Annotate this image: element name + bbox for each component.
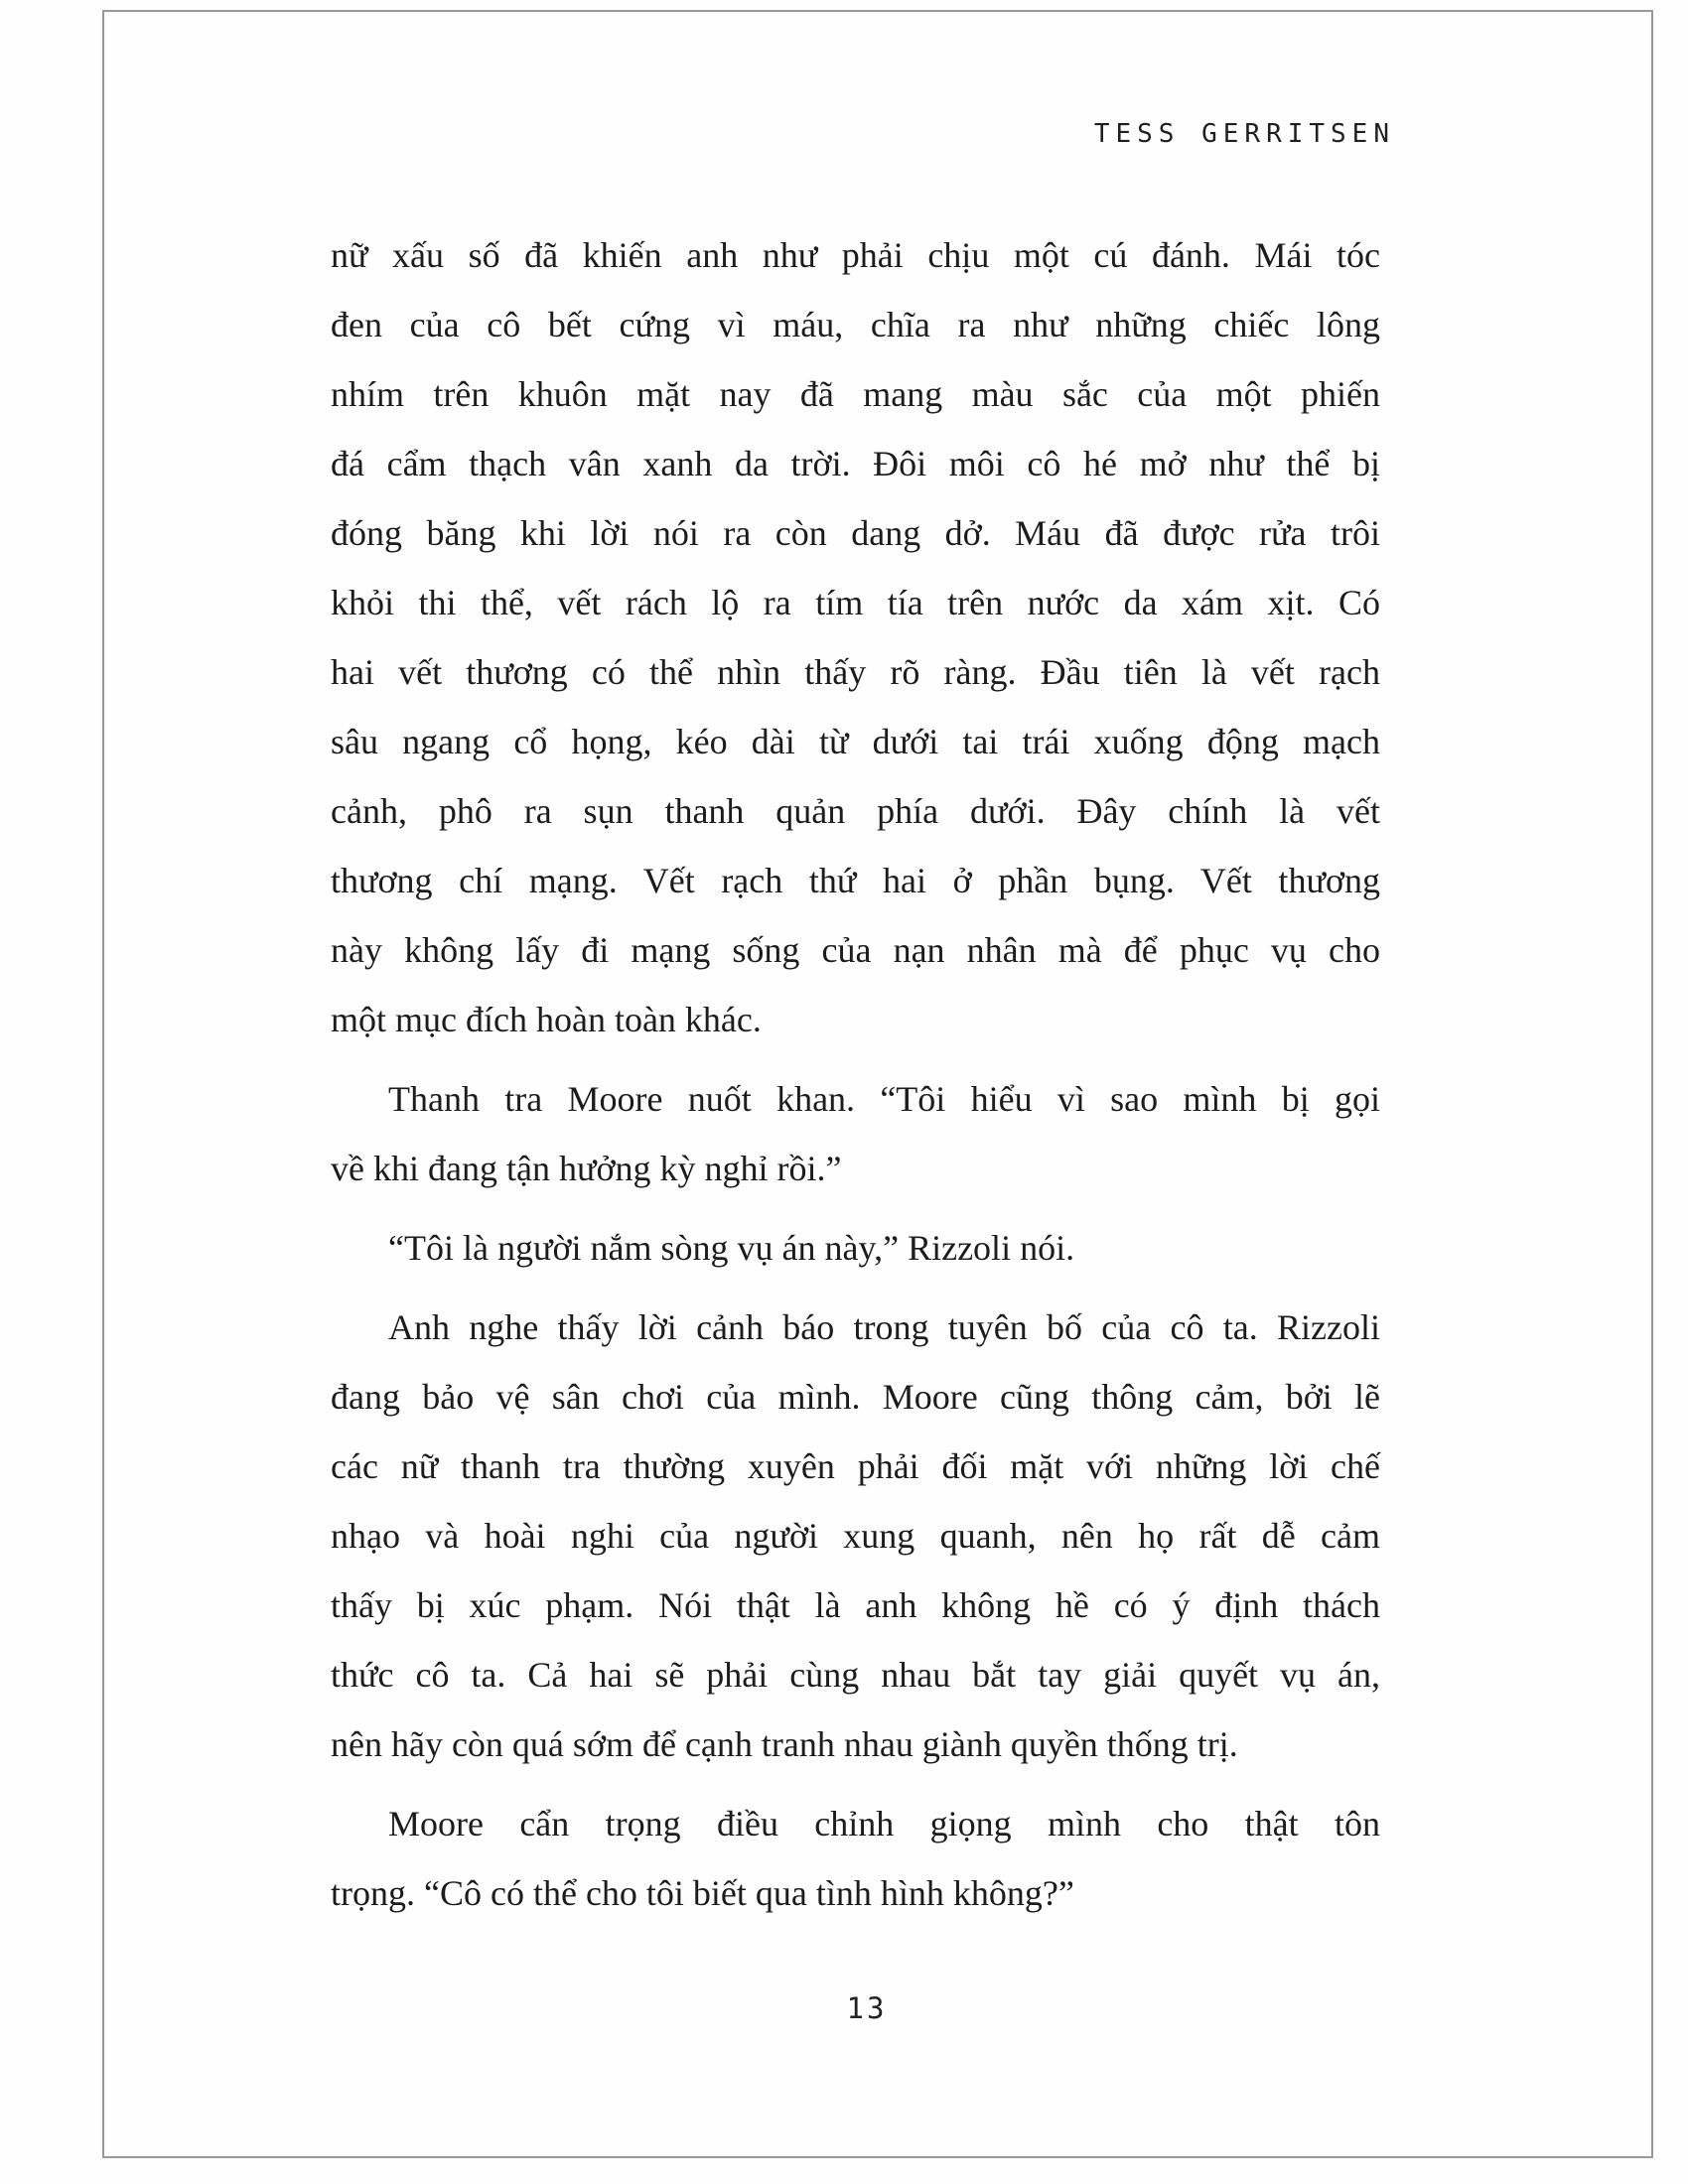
paragraph: [331, 1064, 1380, 1203]
text-line: nhạo và hoài nghi của người xung quanh, nên họ rất dễ cảm: [331, 1516, 1380, 1556]
text-line: thức cô ta. Cả hai sẽ phải cùng nhau bắt tay giải quyết vụ án,: [331, 1655, 1380, 1695]
text-line: khỏi thi thể, vết rách lộ ra tím tía trên nước da xám xịt. Có: [331, 583, 1380, 622]
paragraph: [331, 1789, 1380, 1928]
text-line: một mục đích hoàn toàn khác.: [331, 1000, 762, 1039]
text-line: thấy bị xúc phạm. Nói thật là anh không hề có ý định thách: [331, 1585, 1380, 1625]
text-line: sâu ngang cổ họng, kéo dài từ dưới tai trái xuống động mạch: [331, 722, 1380, 761]
text-line: hai vết thương có thể nhìn thấy rõ ràng. Đầu tiên là vết rạch: [331, 652, 1380, 692]
text-line: nhím trên khuôn mặt nay đã mang màu sắc của một phiến: [331, 374, 1380, 414]
text-line: cảnh, phô ra sụn thanh quản phía dưới. Đây chính là vết: [331, 791, 1380, 831]
text-line: đóng băng khi lời nói ra còn dang dở. Máu đã được rửa trôi: [331, 513, 1380, 553]
text-line: đen của cô bết cứng vì máu, chĩa ra như những chiếc lông: [331, 305, 1380, 344]
paragraph: [331, 1213, 1380, 1283]
text-line: trọng. “Cô có thể cho tôi biết qua tình hình không?”: [331, 1873, 1074, 1913]
running-header: TESS GERRITSEN: [1093, 119, 1395, 149]
paragraph: [331, 1293, 1380, 1779]
text-line: Anh nghe thấy lời cảnh báo trong tuyên bố của cô ta. Rizzoli: [388, 1307, 1380, 1347]
text-line: đá cẩm thạch vân xanh da trời. Đôi môi cô hé mở như thể bị: [331, 444, 1380, 483]
text-line: thương chí mạng. Vết rạch thứ hai ở phần bụng. Vết thương: [331, 861, 1380, 900]
body-text: [331, 220, 1380, 1928]
text-line: nên hãy còn quá sớm để cạnh tranh nhau giành quyền thống trị.: [331, 1724, 1238, 1764]
paragraph: [331, 220, 1380, 1054]
text-line: này không lấy đi mạng sống của nạn nhân mà để phục vụ cho: [331, 930, 1380, 970]
text-line: nữ xấu số đã khiến anh như phải chịu một cú đánh. Mái tóc: [331, 235, 1380, 275]
text-line: các nữ thanh tra thường xuyên phải đối mặt với những lời chế: [331, 1446, 1380, 1486]
page-number: 13: [846, 1991, 888, 2025]
text-line: “Tôi là người nắm sòng vụ án này,” Rizzoli nói.: [388, 1228, 1075, 1268]
text-line: Thanh tra Moore nuốt khan. “Tôi hiểu vì sao mình bị gọi: [388, 1079, 1380, 1119]
text-line: đang bảo vệ sân chơi của mình. Moore cũng thông cảm, bởi lẽ: [331, 1377, 1380, 1417]
text-line: về khi đang tận hưởng kỳ nghỉ rồi.”: [331, 1149, 842, 1188]
text-line: Moore cẩn trọng điều chỉnh giọng mình cho thật tôn: [388, 1804, 1380, 1843]
